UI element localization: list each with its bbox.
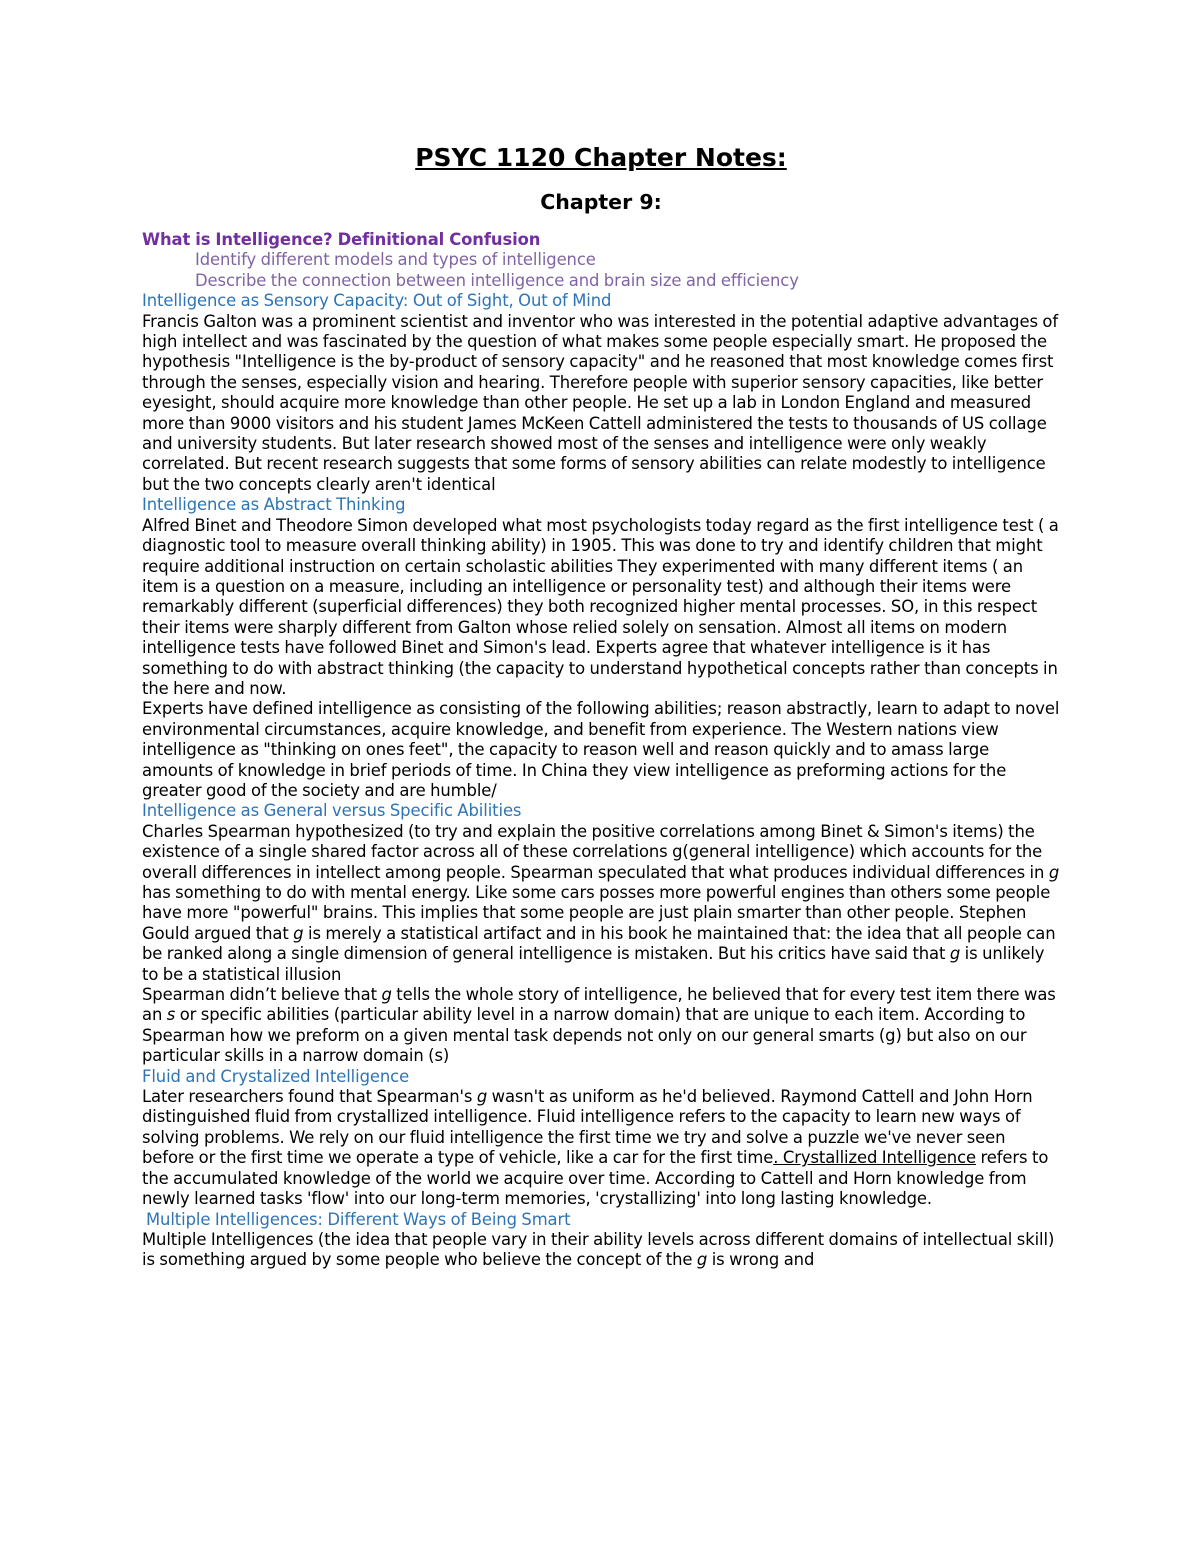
document-body [142, 230, 1060, 1271]
g-variable: g [696, 1250, 708, 1270]
objective-item: Describe the connection between intelligence and brain size and efficiency [195, 270, 799, 290]
section-heading-fluid: Fluid and Crystalized Intelligence [142, 1066, 410, 1086]
text-run: tells the whole story of intelligence, he believed that for every test item there was an [142, 985, 1056, 1025]
text-run: wasn't as uniform as he'd believed. Raymond Cattell and John Horn distinguished fluid from crystallized intelligence. Fluid intelligence refers to the capacity to learn new ways of solving problems. We rely on our fluid intelligence the first time we try and solve a puzzle we've never seen before or the first time we operate a type of vehicle, like a car for the first time [142, 1087, 1033, 1168]
paragraph-abstract-2: Experts have defined intelligence as consisting of the following abilities; reason abstractly, learn to adapt to novel environmental circumstances, acquire knowledge, and benefit from experience. The Western nations view intelligence as "thinking on ones feet", the capacity to reason well and reason quickly and to amass large amounts of knowledge in brief periods of time. In China they view intelligence as preforming actions for the greater good of the society and are humble/ [142, 699, 1060, 800]
g-variable: g [949, 944, 961, 964]
text-run: or specific abilities (particular ability level in a narrow domain) that are unique to each item. According to Spearman how we preform on a given mental task depends not only on our general smarts (g) but also on our particular skills in a narrow domain (s) [142, 1005, 1027, 1066]
g-variable: g [1048, 862, 1060, 882]
document-title-text: PSYC 1120 Chapter Notes: [415, 143, 787, 172]
section-heading-multiple: Multiple Intelligences: Different Ways of Being Smart [146, 1209, 571, 1229]
paragraph-general-1 [142, 822, 1060, 985]
paragraph-general-2 [142, 985, 1060, 1067]
text-run: Later researchers found that Spearman's [142, 1087, 477, 1107]
main-heading: What is Intelligence? Definitional Confusion [142, 230, 541, 249]
text-run: has something to do with mental energy. Like some cars posses more powerful engines than others some people have more "powerful" brains. This implies that some people are just plain smarter than other people. Stephen Gould argued that [142, 883, 1051, 943]
text-run: is merely a statistical artifact and in his book he maintained that: the idea that all people can be ranked along a single dimension of general intelligence is mistaken. But his critics have said that [142, 923, 1056, 964]
paragraph-sensory: Francis Galton was a prominent scientist and inventor who was interested in the potential adaptive advantages of high intellect and was fascinated by the question of what makes some people especially smart. He proposed the hypothesis "Intelligence is the by-product of sensory capacity" and he reasoned that most knowledge comes first through the senses, especially vision and hearing. Therefore people with superior sensory capacities, like better eyesight, should acquire more knowledge than other people. He set up a lab in London England and measured more than 9000 visitors and his student James McKeen Cattell administered the tests to thousands of US collage and university students. But later research showed most of the senses and intelligence were only weakly correlated. But recent research suggests that some forms of sensory abilities can relate modestly to intelligence but the two concepts clearly aren't identical [142, 311, 1059, 494]
objective-item: Identify different models and types of intelligence [195, 250, 596, 270]
text-run: is wrong and [707, 1250, 815, 1270]
chapter-title: Chapter 9: [540, 190, 662, 214]
g-variable: g [293, 923, 304, 943]
underlined-term: . Crystallized Intelligence [773, 1148, 976, 1168]
text-run: refers to the accumulated knowledge of the world we acquire over time. According to Cattell and Horn knowledge from newly learned tasks 'flow' into our long-term memories, 'crystallizing' into long lasting knowledge. [142, 1148, 1049, 1209]
document-title [142, 142, 1060, 174]
section-heading-abstract: Intelligence as Abstract Thinking [142, 495, 406, 515]
g-variable: g [381, 985, 392, 1005]
text-run: Spearman didn’t believe that [142, 985, 382, 1005]
g-variable: g [476, 1087, 488, 1107]
section-heading-general: Intelligence as General versus Specific Abilities [142, 801, 522, 821]
paragraph-abstract-1: Alfred Binet and Theodore Simon developed what most psychologists today regard as the first intelligence test ( a diagnostic tool to measure overall thinking ability) in 1905. This was done to try and identify children that might require additional instruction on certain scholastic abilities They experimented with many different items ( an item is a question on a measure, including an intelligence or personality test) and although their items were remarkably different (superficial differences) they both recognized higher mental processes. SO, in this respect their items were sharply different from Galton whose relied solely on sensation. Almost all items on modern intelligence tests have followed Binet and Simon's lead. Experts agree that whatever intelligence is it has something to do with abstract thinking (the capacity to understand hypothetical concepts rather than concepts in the here and now. [142, 515, 1059, 698]
paragraph-fluid [142, 1087, 1060, 1209]
text-run: Charles Spearman hypothesized (to try and explain the positive correlations among Binet & Simon's items) the existence of a single shared factor across all of these correlations g(general intelligence) which accounts for the overall differences in intellect among people. Spearman speculated that what produces individual differences in [142, 821, 1049, 882]
text-run: is unlikely to be a statistical illusion [142, 944, 1045, 984]
section-heading-sensory: Intelligence as Sensory Capacity: Out of Sight, Out of Mind [142, 291, 612, 311]
s-variable: s [166, 1005, 176, 1025]
paragraph-multiple [142, 1230, 1060, 1271]
text-run: Multiple Intelligences (the idea that people vary in their ability levels across different domains of intellectual skill) is something argued by some people who believe the concept of the [142, 1229, 1055, 1270]
